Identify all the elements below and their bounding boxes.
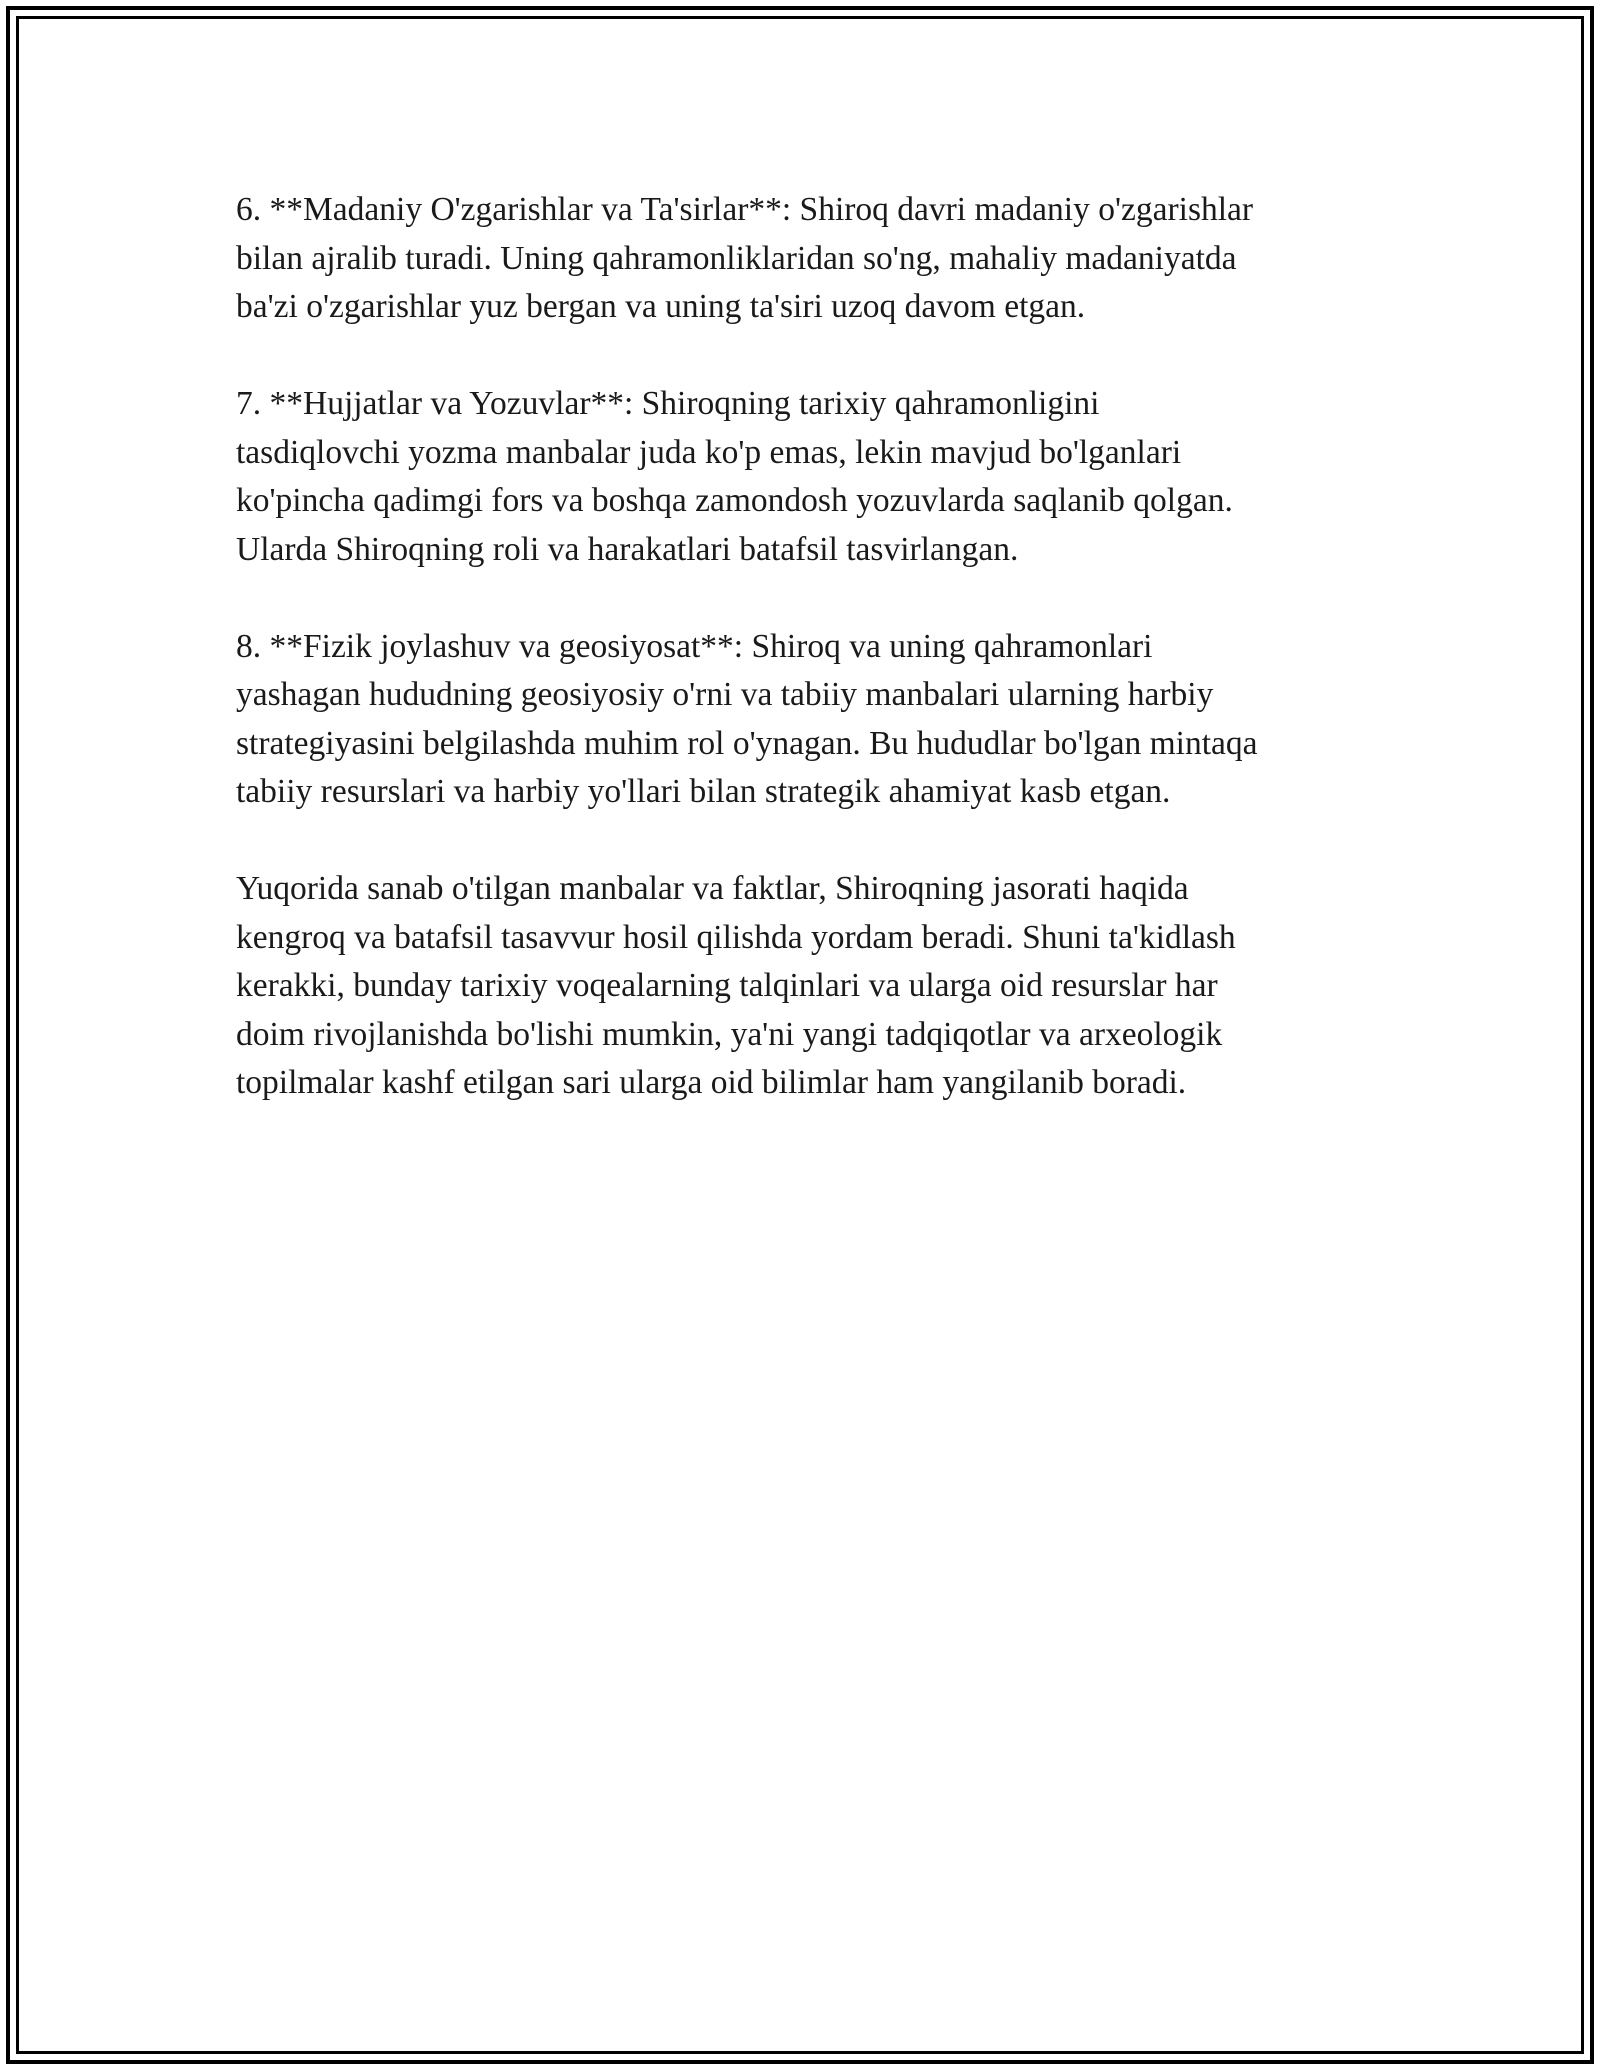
- text-line: doim rivojlanishda bo'lishi mumkin, ya'ni yangi tadqiqotlar va arxeologik: [236, 1015, 1223, 1053]
- text-line: 6. **Madaniy O'zgarishlar va Ta'sirlar**: Shiroq davri madaniy o'zgarishlar: [236, 191, 1254, 228]
- text-line: 8. **Fizik joylashuv va geosiyosat**: Shiroq va uning qahramonlari: [236, 627, 1153, 665]
- text-line: strategiyasini belgilashda muhim rol o'ynagan. Bu hududlar bo'lgan mintaqa: [236, 724, 1258, 762]
- text-line: ko'pincha qadimgi fors va boshqa zamondosh yozuvlarda saqlanib qolgan.: [236, 482, 1233, 519]
- text-line: yashagan hududning geosiyosiy o'rni va tabiiy manbalari ularning harbiy: [236, 676, 1214, 713]
- text-line: kerakki, bunday tarixiy voqealarning talqinlari va ularga oid resurslar har: [236, 967, 1218, 1004]
- text-line: tasdiqlovchi yozma manbalar juda ko'p emas, lekin mavjud bo'lganlari: [236, 433, 1182, 471]
- text-line: Yuqorida sanab o'tilgan manbalar va faktlar, Shiroqning jasorati haqida: [236, 870, 1189, 907]
- text-line: kengroq va batafsil tasavvur hosil qilishda yordam beradi. Shuni ta'kidlash: [236, 918, 1236, 956]
- document-body: [236, 186, 1376, 1156]
- text-line: bilan ajralib turadi. Uning qahramonliklaridan so'ng, mahaliy madaniyatda: [236, 239, 1237, 277]
- text-line: topilmalar kashf etilgan sari ularga oid bilimlar ham yangilanib boradi.: [236, 1064, 1187, 1101]
- paragraph-6-cultural-changes: [236, 186, 1376, 332]
- text-line: ba'zi o'zgarishlar yuz bergan va uning ta'siri uzoq davom etgan.: [236, 288, 1086, 325]
- text-line: 7. **Hujjatlar va Yozuvlar**: Shiroqning tarixiy qahramonligini: [236, 385, 1100, 422]
- text-line: Ularda Shiroqning roli va harakatlari batafsil tasvirlangan.: [236, 530, 1019, 568]
- text-line: tabiiy resurslari va harbiy yo'llari bilan strategik ahamiyat kasb etgan.: [236, 773, 1171, 810]
- paragraph-conclusion: [236, 865, 1376, 1108]
- paragraph-7-documents: [236, 380, 1376, 574]
- paragraph-8-geopolitics: [236, 623, 1376, 817]
